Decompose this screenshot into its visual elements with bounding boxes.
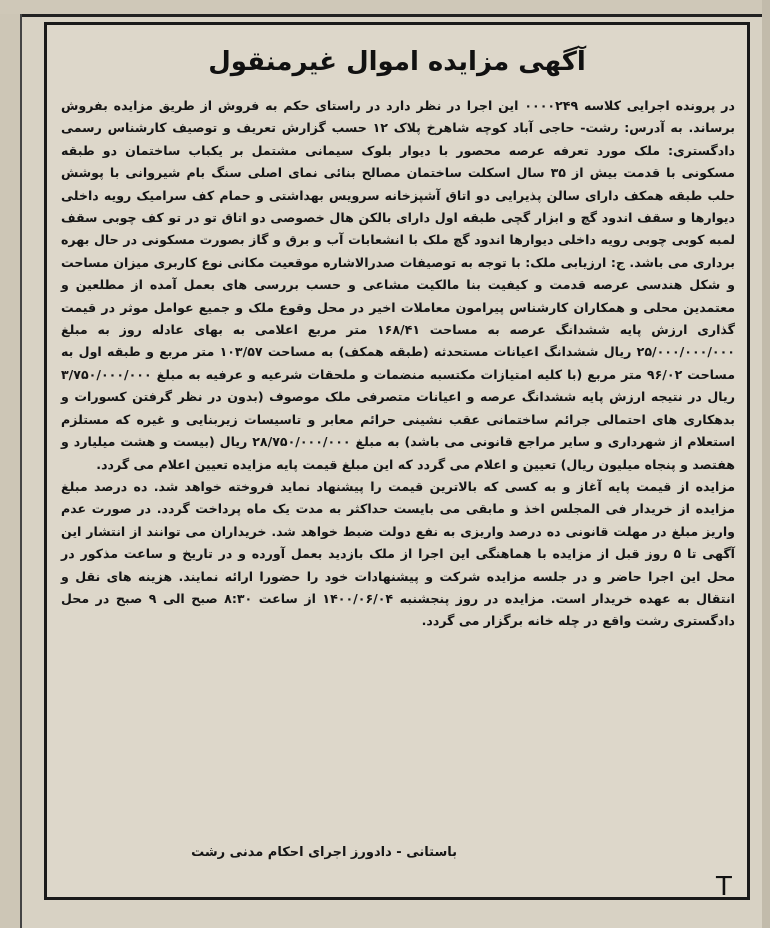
notice-paragraph-terms: مزایده از قیمت پایه آغاز و به کسی که بالاترین قیمت را پیشنهاد نماید فروخته خواهد شد. ده درصد مبلغ مزایده از خریدار فی المجلس اخذ و مابقی می بایست حداکثر به مدت یک ماه پرداخت گردد. در صورت عدم واریز مبلغ در مهلت قانونی ده درصد واریزی به نفع دولت ضبط خواهد شد. خریداران می توانند از انتشار این آگهی تا ۵ روز قبل از مزایده با هماهنگی این اجرا از ملک بازدید بعمل آورده و در تاریخ و ساعت مذکور در محل این اجرا حاضر و در جلسه مزایده شرکت و پیشنهادات خود را حضورا ارائه نمایند. هزینه های نقل و انتقال به عهده خریدار است. مزایده در روز پنجشنبه ۱۴۰۰/۰۶/۰۴ از ساعت ۸:۳۰ صبح الی ۹ صبح در محل دادگستری رشت واقع در چله خانه برگزار می گردد. xyxy=(61,478,735,629)
notice-title: آگهی مزایده اموال غیرمنقول xyxy=(208,47,586,77)
page-edge xyxy=(762,0,770,928)
top-column-border xyxy=(0,0,770,17)
notice-signature: باستانی - دادورز اجرای احکام مدنی رشت xyxy=(191,845,457,860)
adjacent-column xyxy=(0,14,22,928)
notice-paragraph-description: در پرونده اجرایی کلاسه ۰۰۰۰۲۴۹ این اجرا در نظر دارد در راستای حکم به فروش از طریق مزایده بفروش برساند. به آدرس: رشت- حاجی آباد کوچه شاهرخ پلاک ۱۲ حسب گزارش تعریف و توصیف کارشناس رسمی دادگستری: ملک مورد تعرفه عرصه محصور با دیوار بلوک سیمانی مشتمل بر یکباب ساختمان دو طبقه مسکونی با قدمت بیش از ۳۵ سال اسکلت ساختمان مصالح بنائی نمای اصلی سنگ بام شیروانی با پوشش حلب طبقه همکف دارای سالن پذیرایی دو اتاق آشپزخانه سرویس بهداشتی و حمام کف سرامیک رویه داخلی دیوارها و سقف اندود گچ و ابزار گچی طبقه اول دارای بالکن هال خصوصی دو اتاق تو در تو کف چوبی سقف لمبه کوبی چوبی رویه داخلی دیوارها اندود گچ ملک با انشعابات آب و برق و گاز بصورت مسکونی در حال بهره برداری می باشد. ج: ارزیابی ملک: با توجه به توصیفات صدرالاشاره موقعیت مکانی نوع کاربری میزان مساحت و شکل هندسی عرصه قدمت و کیفیت بنا مالکیت مشاعی و حسب بررسی های بعمل آمده از مطلعین و معتمدین محلی و همکاران کارشناس پیرامون معاملات اخیر در محل وقوع ملک و جمیع عوامل موثر در قیمت گذاری ارزش پایه ششدانگ عرصه به مساحت ۱۶۸/۴۱ متر مربع اعلامی به بهای عادله روز به مبلغ ۲۵/۰۰۰/۰۰۰/۰۰۰ ریال ششدانگ اعیانات مستحدثه (طبقه همکف) به مساحت ۱۰۳/۵۷ متر مربع و طبقه اول به مساحت ۹۶/۰۲ متر مربع (با کلیه امتیازات مکتسبه منضمات و ملحقات شرعیه و عرفیه به مبلغ ۳/۷۵۰/۰۰۰/۰۰۰ ریال در نتیجه ارزش پایه ششدانگ عرصه و اعیانات متصرفی ملک موصوف (بدون در نظر گرفتن کسورات و بدهکاری های احتمالی جرائم ساختمانی عقب نشینی حرائم معابر و تاسیسات زیربنایی و غیره که مستلزم استعلام از شهرداری و سایر مراجع قانونی می باشد) به مبلغ ۲۸/۷۵۰/۰۰۰/۰۰۰ ریال (بیست و هشت میلیارد و هفتصد و پنجاه میلیون ریال) تعیین و اعلام می گردد که این مبلغ قیمت پایه مزایده تعیین اعلام می گردد. xyxy=(61,98,735,472)
notice-body xyxy=(61,95,735,633)
auction-notice-box xyxy=(44,22,750,900)
page-mark: T xyxy=(716,872,732,902)
